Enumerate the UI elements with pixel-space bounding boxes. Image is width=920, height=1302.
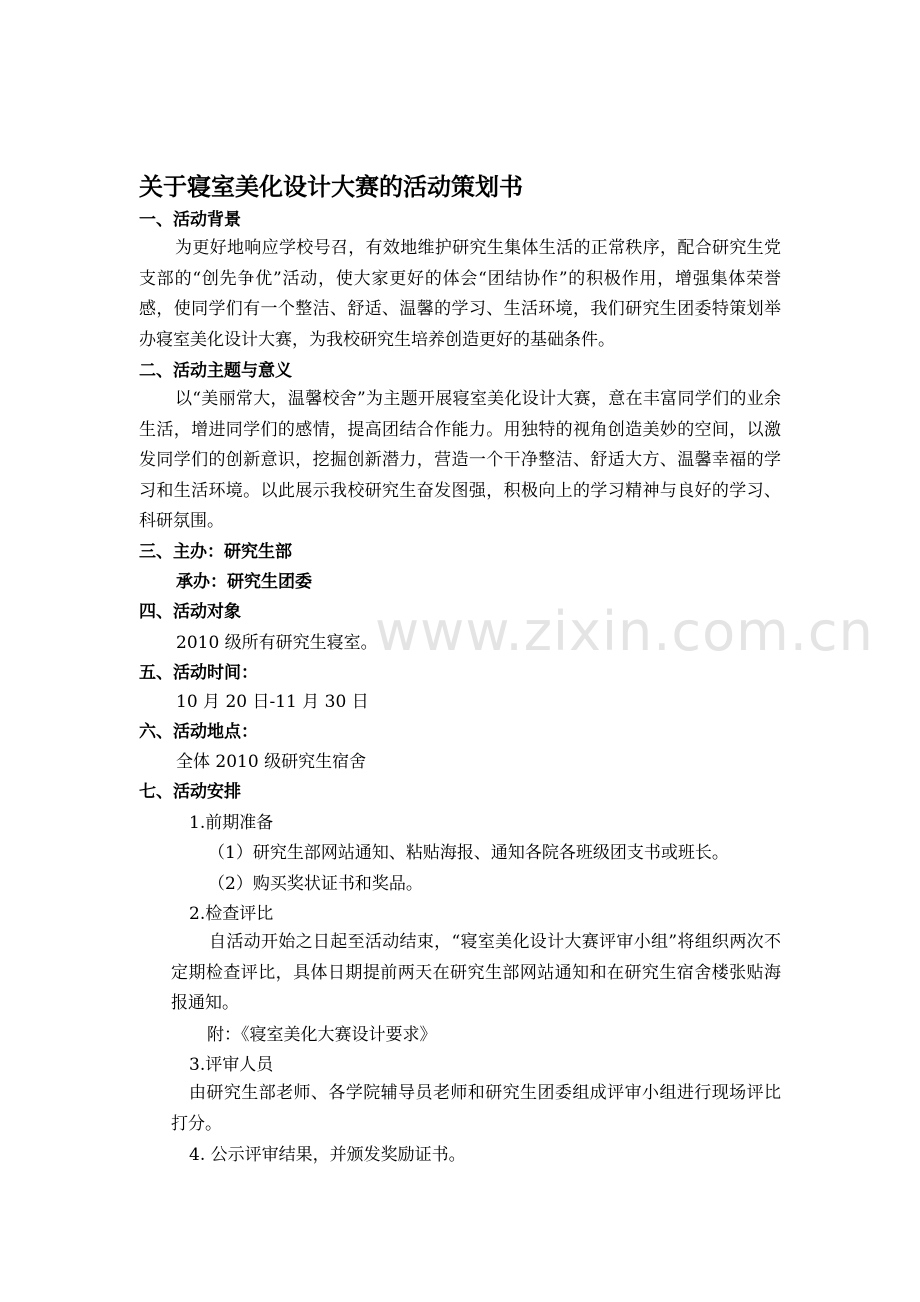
section-body-background: 为更好地响应学校号召，有效地维护研究生集体生活的正常秩序，配合研究生党支部的“创先争优”活动，使大家更好的体会“团结协作”的积极作用，增强集体荣誉感，使同学们有一个整洁、舒适、温馨的学习、生活环境，我们研究生团委特策划举办寝室美化设计大赛，为我校研究生培养创造更好的基础条件。	[139, 238, 781, 350]
step-1-label: 1.前期准备	[189, 813, 274, 833]
section-body-target: 2010 级所有研究生寝室。	[176, 633, 378, 653]
step-4-label: 4. 公示评审结果，并颁发奖励证书。	[189, 1145, 466, 1165]
step-1-item-2: （2）购买奖状证书和奖品。	[208, 874, 423, 894]
step-2-body: 自活动开始之日起至活动结束，“寝室美化设计大赛评审小组”将组织两次不定期检查评比，具体日期提前两天在研究生部网站通知和在研究生宿舍楼张贴海报通知。	[171, 932, 781, 1013]
section-heading-target: 四、活动对象	[139, 602, 241, 622]
section-heading-background: 一、活动背景	[139, 210, 241, 230]
section-body-theme: 以“美丽常大，温馨校舍”为主题开展寝室美化设计大赛，意在丰富同学们的业余生活，增进同学们的感情，提高团结合作能力。用独特的视角创造美妙的空间，以激发同学们的创新意识，挖掘创新潜力，营造一个干净整洁、舒适大方、温馨幸福的学习和生活环境。以此展示我校研究生奋发图强，积极向上的学习精神与良好的学习、科研氛围。	[139, 389, 781, 531]
step-1-item-1: （1）研究生部网站通知、粘贴海报、通知各院各班级团支书或班长。	[208, 843, 729, 863]
step-2-label: 2.检查评比	[189, 904, 274, 924]
section-heading-time: 五、活动时间：	[139, 663, 258, 683]
step-2-attachment: 附：《寝室美化大赛设计要求》	[207, 1025, 437, 1045]
section-body-location: 全体 2010 级研究生宿舍	[176, 752, 367, 772]
watermark: www.zixin.com.cn	[375, 600, 874, 663]
section-heading-organizer: 三、主办：研究生部	[139, 542, 292, 562]
step-3-label: 3.评审人员	[189, 1055, 274, 1075]
step-3-body: 由研究生部老师、各学院辅导员老师和研究生团委组成评审小组进行现场评比打分。	[171, 1083, 781, 1134]
section-heading-theme: 二、活动主题与意义	[139, 361, 292, 381]
document-title: 关于寝室美化设计大赛的活动策划书	[139, 173, 523, 201]
section-heading-location: 六、活动地点：	[139, 722, 258, 742]
section-body-time: 10 月 20 日-11 月 30 日	[176, 692, 369, 712]
co-organizer-line: 承办：研究生团委	[176, 572, 312, 592]
section-heading-arrangement: 七、活动安排	[139, 782, 241, 802]
